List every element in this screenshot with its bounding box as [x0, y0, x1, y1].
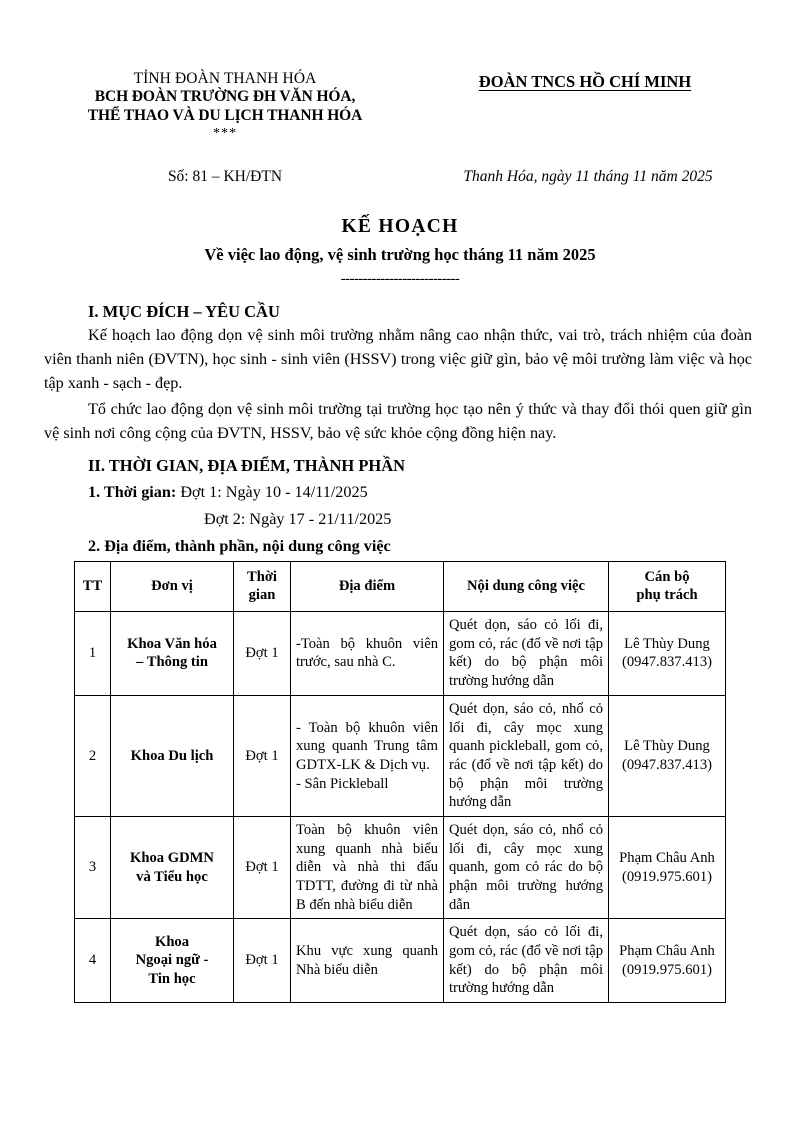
column-header-staff-line-1: Cán bộ: [644, 568, 690, 585]
cell-place-line-2: - Sân Pickleball: [296, 775, 389, 792]
issuing-organization-block: [40, 70, 410, 142]
cell-staff-phone: (0919.975.601): [622, 961, 712, 978]
column-header-time-line-1: Thời: [247, 568, 277, 585]
table-row: [75, 816, 726, 918]
cell-work: Quét dọn, sáo cỏ lối đi, gom cỏ, rác (đổ về nơi tập kết) do bộ phận môi trường hướng dẫn: [444, 612, 609, 696]
title-divider: ---------------------------: [340, 271, 460, 288]
province-union-name: TỈNH ĐOÀN THANH HÓA: [133, 70, 317, 87]
school-union-name-line-2: THỂ THAO VÀ DU LỊCH THANH HÓA: [87, 106, 363, 124]
time-item: [44, 480, 752, 504]
cell-time: Đợt 1: [234, 612, 291, 696]
section-heading-i: I. MỤC ĐÍCH – YÊU CẦU: [88, 302, 280, 322]
cell-time: Đợt 1: [234, 816, 291, 918]
cell-unit-line-3: Tin học: [148, 970, 196, 987]
cell-tt: 4: [75, 919, 111, 1003]
column-header-unit: Đơn vị: [111, 561, 234, 611]
cell-staff-name: Phạm Châu Anh: [619, 942, 715, 959]
time-item-value-1: Đợt 1: Ngày 10 - 14/11/2025: [180, 483, 368, 502]
document-body: [0, 302, 800, 555]
plan-table-wrapper: [0, 561, 800, 1003]
cell-work: Quét dọn, sáo cỏ, nhổ cỏ lối đi, cây mọc xung quanh pickleball, gom cỏ, rác (đổ về nơi tập kết) do bộ phận môi trường hướng dẫn: [444, 695, 609, 816]
cell-tt: 2: [75, 695, 111, 816]
column-header-staff-line-2: phụ trách: [636, 587, 698, 604]
cell-staff-name: Lê Thùy Dung: [624, 635, 710, 652]
subsection-heading-2: 2. Địa điểm, thành phần, nội dung công việc: [88, 536, 391, 555]
cell-place: -Toàn bộ khuôn viên trước, sau nhà C.: [291, 612, 444, 696]
page-title: KẾ HOẠCH: [341, 216, 459, 238]
cell-staff: [609, 919, 726, 1003]
school-union-name-line-1: BCH ĐOÀN TRƯỜNG ĐH VĂN HÓA,: [94, 88, 356, 106]
cell-staff-name: Lê Thùy Dung: [624, 738, 710, 755]
cell-unit-line-1: Khoa GDMN: [130, 849, 214, 866]
column-header-tt: TT: [75, 561, 111, 611]
column-header-place: Địa điểm: [291, 561, 444, 611]
table-header: [75, 561, 726, 611]
cell-staff: [609, 816, 726, 918]
column-header-work: Nội dung công việc: [444, 561, 609, 611]
cell-place: [291, 695, 444, 816]
document-number-row: [0, 168, 800, 186]
paragraph-purpose-2: Tổ chức lao động dọn vệ sinh môi trường tại trường học tạo nên ý thức và thay đổi thói quen giữ gìn vệ sinh nơi công cộng của ĐVTN, HSSV, bảo vệ sức khỏe cộng đồng hiện nay.: [44, 400, 752, 443]
cell-unit-line-1: Khoa Du lịch: [130, 747, 214, 764]
place-and-date: Thanh Hóa, ngày 11 tháng 11 năm 2025: [463, 168, 713, 186]
cell-unit-line-2: và Tiểu học: [136, 868, 208, 885]
cell-place: Khu vực xung quanh Nhà biểu diễn: [291, 919, 444, 1003]
cell-unit-line-2: – Thông tin: [136, 654, 208, 671]
table-header-row: [75, 561, 726, 611]
cell-place: Toàn bộ khuôn viên xung quanh nhà biểu diễn và nhà thi đấu TDTT, đường đi từ nhà B đến nhà biểu diễn: [291, 816, 444, 918]
column-header-time-line-2: gian: [248, 587, 276, 604]
cell-work: Quét dọn, sáo cỏ lối đi, gom cỏ, rác (đổ về nơi tập kết) do bộ phận môi trường hướng dẫn: [444, 919, 609, 1003]
page-subtitle: Về việc lao động, vệ sinh trường học tháng 11 năm 2025: [204, 245, 596, 265]
section-heading-ii: II. THỜI GIAN, ĐỊA ĐIỂM, THÀNH PHẦN: [88, 456, 406, 476]
cell-place-line-1: - Toàn bộ khuôn viên xung quanh Trung tâm GDTX-LK & Dịch vụ.: [296, 719, 438, 773]
cell-staff-phone: (0947.837.413): [622, 756, 712, 773]
cell-tt: 1: [75, 612, 111, 696]
cell-unit-line-1: Khoa: [154, 933, 190, 950]
paragraph-purpose-1: Kế hoạch lao động dọn vệ sinh môi trường nhằm nâng cao nhận thức, vai trò, trách nhiệm của đoàn viên thanh niên (ĐVTN), học sinh - sinh viên (HSSV) trong việc giữ gìn, bảo vệ môi trường làm việc và học tập xanh - sạch - đẹp.: [44, 326, 752, 393]
table-body: [75, 612, 726, 1003]
national-organization-title: ĐOÀN TNCS HỒ CHÍ MINH: [478, 72, 692, 91]
table-row: [75, 695, 726, 816]
cell-unit-line-2: Ngoại ngữ -: [135, 952, 209, 969]
separator-stars: ***: [213, 125, 237, 141]
time-item-value-2: Đợt 2: Ngày 17 - 21/11/2025: [204, 509, 392, 528]
cell-time: Đợt 1: [234, 695, 291, 816]
cell-staff-name: Phạm Châu Anh: [619, 849, 715, 866]
cell-staff-phone: (0919.975.601): [622, 868, 712, 885]
cell-work: Quét dọn, sáo cỏ, nhổ cỏ lối đi, cây mọc xung quanh, gom cỏ rác do bộ phận môi trường hướng dẫn: [444, 816, 609, 918]
cell-unit: [111, 919, 234, 1003]
table-row: [75, 612, 726, 696]
table-row: [75, 919, 726, 1003]
cell-staff-phone: (0947.837.413): [622, 654, 712, 671]
cell-tt: 3: [75, 816, 111, 918]
document-header: [0, 0, 800, 142]
cell-unit: [111, 612, 234, 696]
cell-unit-line-1: Khoa Văn hóa: [127, 635, 217, 652]
cell-staff: [609, 612, 726, 696]
cell-time: Đợt 1: [234, 919, 291, 1003]
document-number: Số: 81 – KH/ĐTN: [167, 168, 283, 186]
cell-staff: [609, 695, 726, 816]
time-item-label: 1. Thời gian:: [88, 483, 177, 502]
cell-unit: [111, 695, 234, 816]
column-header-time: [234, 561, 291, 611]
plan-table: [74, 561, 726, 1003]
cell-unit: [111, 816, 234, 918]
column-header-staff: [609, 561, 726, 611]
title-block: [0, 216, 800, 288]
national-header-block: [410, 70, 760, 91]
